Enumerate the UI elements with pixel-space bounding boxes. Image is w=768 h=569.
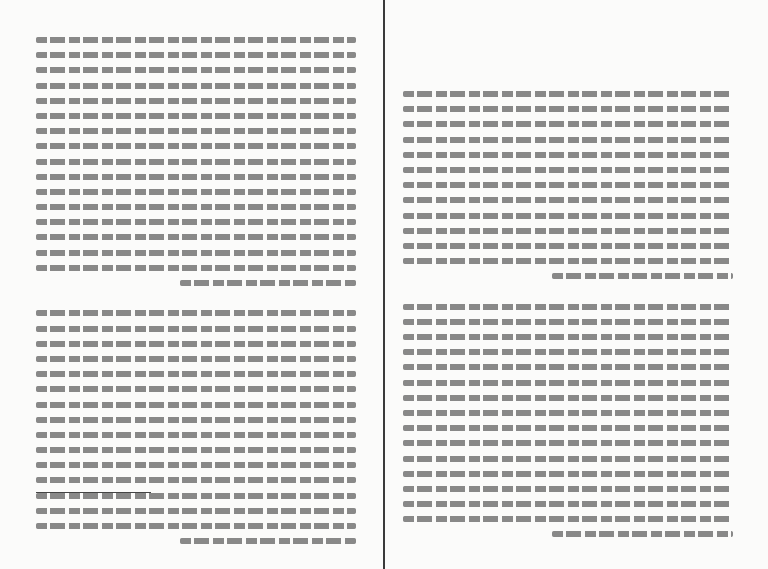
left-page-paragraph-1-line — [36, 138, 356, 153]
left-page-paragraph-1-line — [36, 78, 356, 93]
right-page-paragraph-1-line — [403, 162, 733, 177]
right-page-paragraph-2-line — [403, 344, 733, 359]
right-page-paragraph-2-line — [403, 451, 733, 466]
right-page-paragraph-2-line — [403, 481, 733, 496]
right-page-paragraph-2-line — [403, 375, 733, 390]
right-page-paragraph-1-line — [403, 116, 733, 131]
right-page-paragraph-1-line — [403, 147, 733, 162]
left-page-paragraph-1-line — [36, 123, 356, 138]
right-page-paragraph-1-line — [403, 177, 733, 192]
left-page-paragraph-1-line — [36, 214, 356, 229]
left-page-lines — [36, 32, 356, 548]
right-page-paragraph-1-line — [403, 86, 733, 101]
right-page-paragraph-2-line — [403, 299, 733, 314]
right-page-paragraph-1-line — [403, 268, 733, 283]
right-page-paragraph-2-line — [403, 390, 733, 405]
right-page-paragraph-gap — [403, 283, 733, 298]
left-page-paragraph-2-line — [36, 305, 356, 320]
right-page-paragraph-1-line — [403, 132, 733, 147]
right-page-paragraph-2-line — [403, 329, 733, 344]
left-page-paragraph-1-line — [36, 169, 356, 184]
left-page-paragraph-2-line — [36, 503, 356, 518]
left-page-paragraph-2-line — [36, 381, 356, 396]
right-page-paragraph-2-line — [403, 526, 733, 541]
left-page-paragraph-1-line — [36, 93, 356, 108]
left-page-paragraph-1-line — [36, 275, 356, 290]
left-page — [0, 0, 383, 569]
right-page-paragraph-1-line — [403, 208, 733, 223]
right-page-paragraph-1-line — [403, 223, 733, 238]
right-page-paragraph-1-line — [403, 253, 733, 268]
left-page-paragraph-2-line — [36, 336, 356, 351]
left-page-paragraph-2-line — [36, 442, 356, 457]
right-page-paragraph-2-line — [403, 511, 733, 526]
left-page-paragraph-1-line — [36, 229, 356, 244]
left-page-paragraph-2-line — [36, 472, 356, 487]
left-page-paragraph-2-line — [36, 412, 356, 427]
left-page-paragraph-1-line — [36, 32, 356, 47]
right-page-paragraph-2-line — [403, 420, 733, 435]
right-page-paragraph-1-line — [403, 101, 733, 116]
left-page-paragraph-1-line — [36, 154, 356, 169]
left-page-paragraph-1-line — [36, 108, 356, 123]
right-page-paragraph-2-line — [403, 496, 733, 511]
left-page-paragraph-2-line — [36, 366, 356, 381]
right-page-paragraph-2-line — [403, 435, 733, 450]
footnote-rule — [36, 492, 151, 493]
left-page-paragraph-2-line — [36, 488, 356, 503]
left-page-paragraph-1-line — [36, 184, 356, 199]
right-page-paragraph-2-line — [403, 405, 733, 420]
right-page-paragraph-1-line — [403, 238, 733, 253]
right-page-paragraph-2-line — [403, 466, 733, 481]
left-page-paragraph-gap — [36, 290, 356, 305]
left-page-paragraph-1-line — [36, 260, 356, 275]
left-page-paragraph-2-line — [36, 427, 356, 442]
left-page-paragraph-1-line — [36, 47, 356, 62]
left-page-paragraph-2-line — [36, 457, 356, 472]
right-page-paragraph-2-line — [403, 314, 733, 329]
right-page-paragraph-1-line — [403, 192, 733, 207]
right-page-paragraph-2-line — [403, 359, 733, 374]
left-page-paragraph-2-line — [36, 321, 356, 336]
left-page-paragraph-2-line — [36, 397, 356, 412]
left-page-paragraph-2-line — [36, 533, 356, 548]
left-page-paragraph-2-line — [36, 351, 356, 366]
left-page-paragraph-1-line — [36, 199, 356, 214]
right-page-lines — [403, 86, 733, 542]
right-page — [385, 0, 768, 569]
left-page-paragraph-1-line — [36, 245, 356, 260]
left-page-paragraph-2-line — [36, 518, 356, 533]
left-page-paragraph-1-line — [36, 62, 356, 77]
